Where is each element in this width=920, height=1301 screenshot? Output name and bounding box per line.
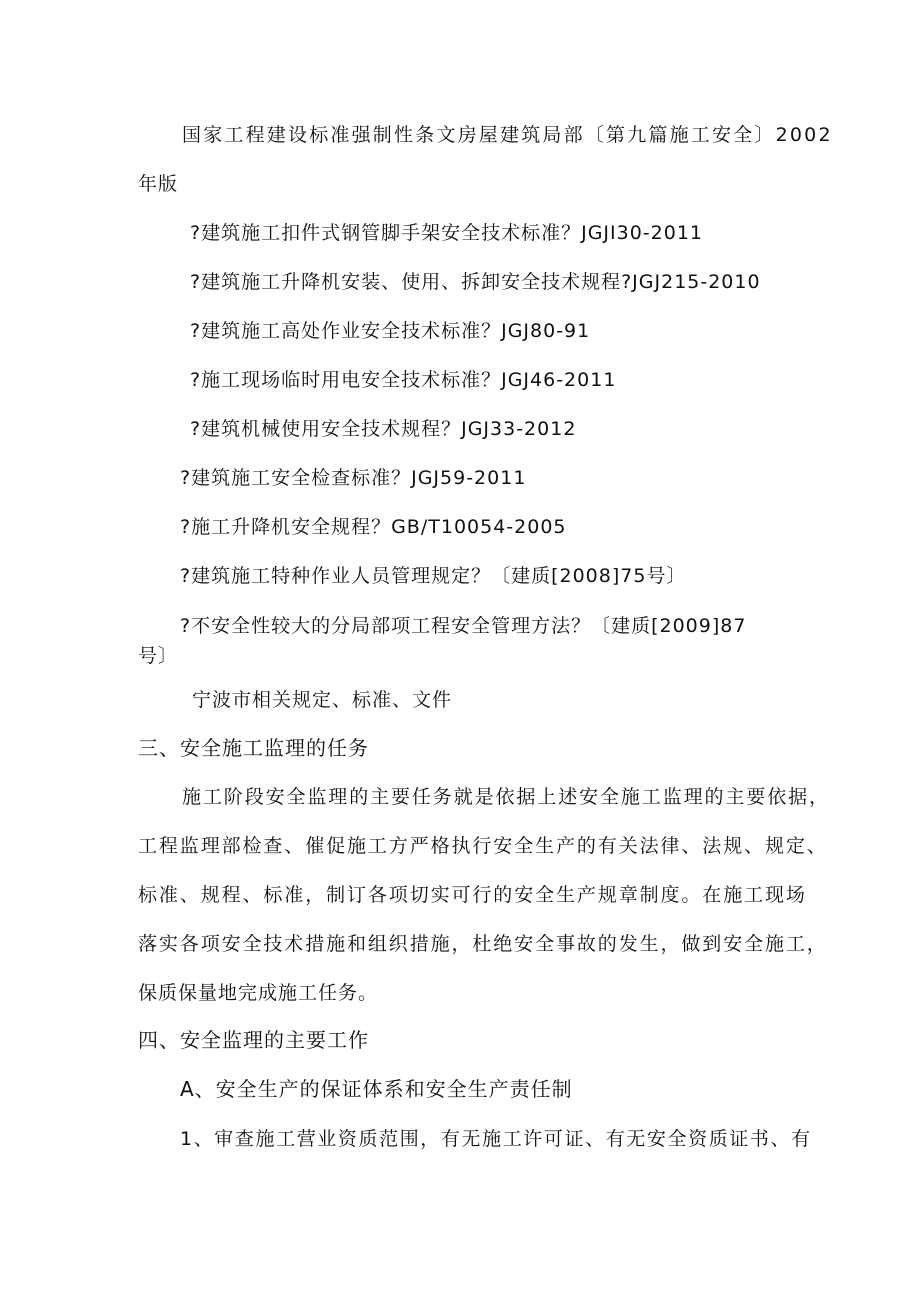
- standard-reference-line: ?施工现场临时用电安全技术标准？JGJ46-2011: [190, 369, 617, 391]
- standard-reference-line: 国家工程建设标准强制性条文房屋建筑局部〔第九篇施工安全〕2002: [182, 124, 833, 146]
- standard-reference-line: 号〕: [138, 645, 179, 667]
- paragraph-line: 保质保量地完成施工任务。: [138, 982, 379, 1004]
- paragraph-line: 落实各项安全技术措施和组织措施，杜绝安全事故的发生，做到安全施工，: [138, 933, 828, 955]
- paragraph-line: 标准、规程、标准，制订各项切实可行的安全生产规章制度。在施工现场: [138, 884, 807, 906]
- subsection-heading: A、安全生产的保证体系和安全生产责任制: [180, 1077, 573, 1101]
- standard-reference-line: ?建筑施工特种作业人员管理规定？〔建质[2008]75号〕: [180, 565, 687, 587]
- section-heading: 三、安全施工监理的任务: [138, 736, 369, 760]
- standard-reference-line: ?建筑施工扣件式钢管脚手架安全技术标准？JGJI30-2011: [190, 222, 704, 244]
- standard-reference-line: 宁波市相关规定、标准、文件: [192, 689, 453, 711]
- standard-reference-line: ?建筑施工安全检查标准？JGJ59-2011: [180, 467, 527, 489]
- standard-reference-line: ?施工升降机安全规程？GB/T10054-2005: [180, 516, 567, 538]
- standard-reference-line: ?不安全性较大的分局部项工程安全管理方法？〔建质[2009]87: [180, 615, 747, 637]
- paragraph-line: 工程监理部检查、催促施工方严格执行安全生产的有关法律、法规、规定、: [138, 835, 828, 857]
- paragraph-line: 施工阶段安全监理的主要任务就是依据上述安全施工监理的主要依据，: [182, 786, 830, 808]
- standard-reference-line: ?建筑施工升降机安装、使用、拆卸安全技术规程?JGJ215-2010: [190, 271, 761, 293]
- standard-reference-line: 年版: [138, 173, 179, 195]
- section-heading: 四、安全监理的主要工作: [138, 1028, 369, 1052]
- standard-reference-line: ?建筑机械使用安全技术规程？JGJ33-2012: [190, 418, 577, 440]
- standard-reference-line: ?建筑施工高处作业安全技术标准？JGJ80-91: [190, 320, 591, 342]
- paragraph-line: 1、审查施工营业资质范围，有无施工许可证、有无安全资质证书、有: [180, 1128, 812, 1150]
